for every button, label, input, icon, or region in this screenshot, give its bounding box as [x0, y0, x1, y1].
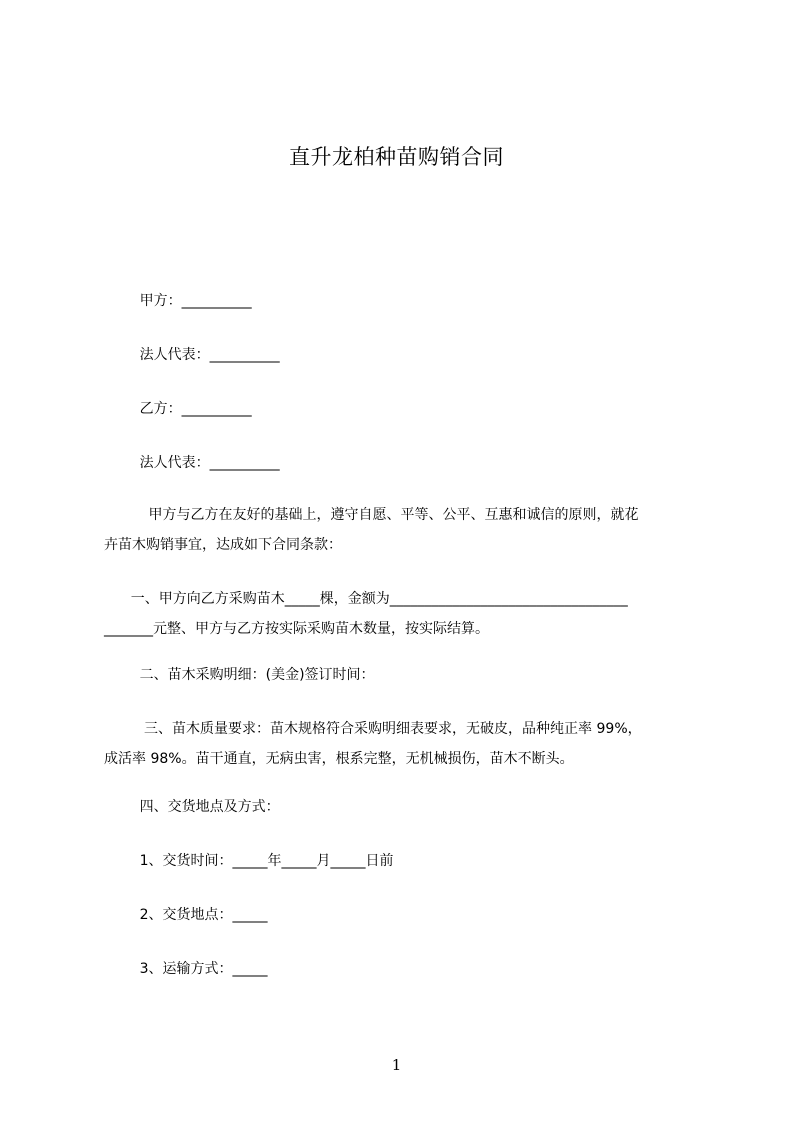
clause-4-heading: 四、交货地点及方式： — [104, 799, 280, 815]
party-b-line: 乙方：__________ — [104, 401, 252, 417]
delivery-time-line: 1、交货时间：_____年_____月_____日前 — [104, 853, 394, 869]
page-number: 1 — [391, 1056, 402, 1074]
clause-1-paragraph: 一、甲方向乙方采购苗木_____棵，金额为__________________________________ _______元整、甲方与乙方按实际采购苗木数量，按实际结算。 — [104, 591, 628, 637]
clause-2-paragraph: 二、苗木采购明细：(美金)签订时间： — [104, 667, 375, 683]
party-a-line: 甲方：__________ — [104, 293, 252, 309]
document-title: 直升龙柏种苗购销合同 — [289, 145, 504, 169]
party-b-legal-representative-line: 法人代表：__________ — [104, 455, 280, 471]
clause-3-paragraph: 三、苗木质量要求：苗木规格符合采购明细表要求，无破皮，品种纯正率 99%， 成活率 98%。苗干通直，无病虫害，根系完整，无机械损伤，苗木不断头。 — [104, 721, 642, 767]
contract-preamble-paragraph: 甲方与乙方在友好的基础上，遵守自愿、平等、公平、互惠和诚信的原则，就花 卉苗木购销事宜，达成如下合同条款： — [104, 507, 639, 553]
transport-method-line: 3、运输方式：_____ — [104, 961, 268, 977]
party-a-legal-representative-line: 法人代表：__________ — [104, 347, 280, 363]
delivery-location-line: 2、交货地点：_____ — [104, 907, 268, 923]
